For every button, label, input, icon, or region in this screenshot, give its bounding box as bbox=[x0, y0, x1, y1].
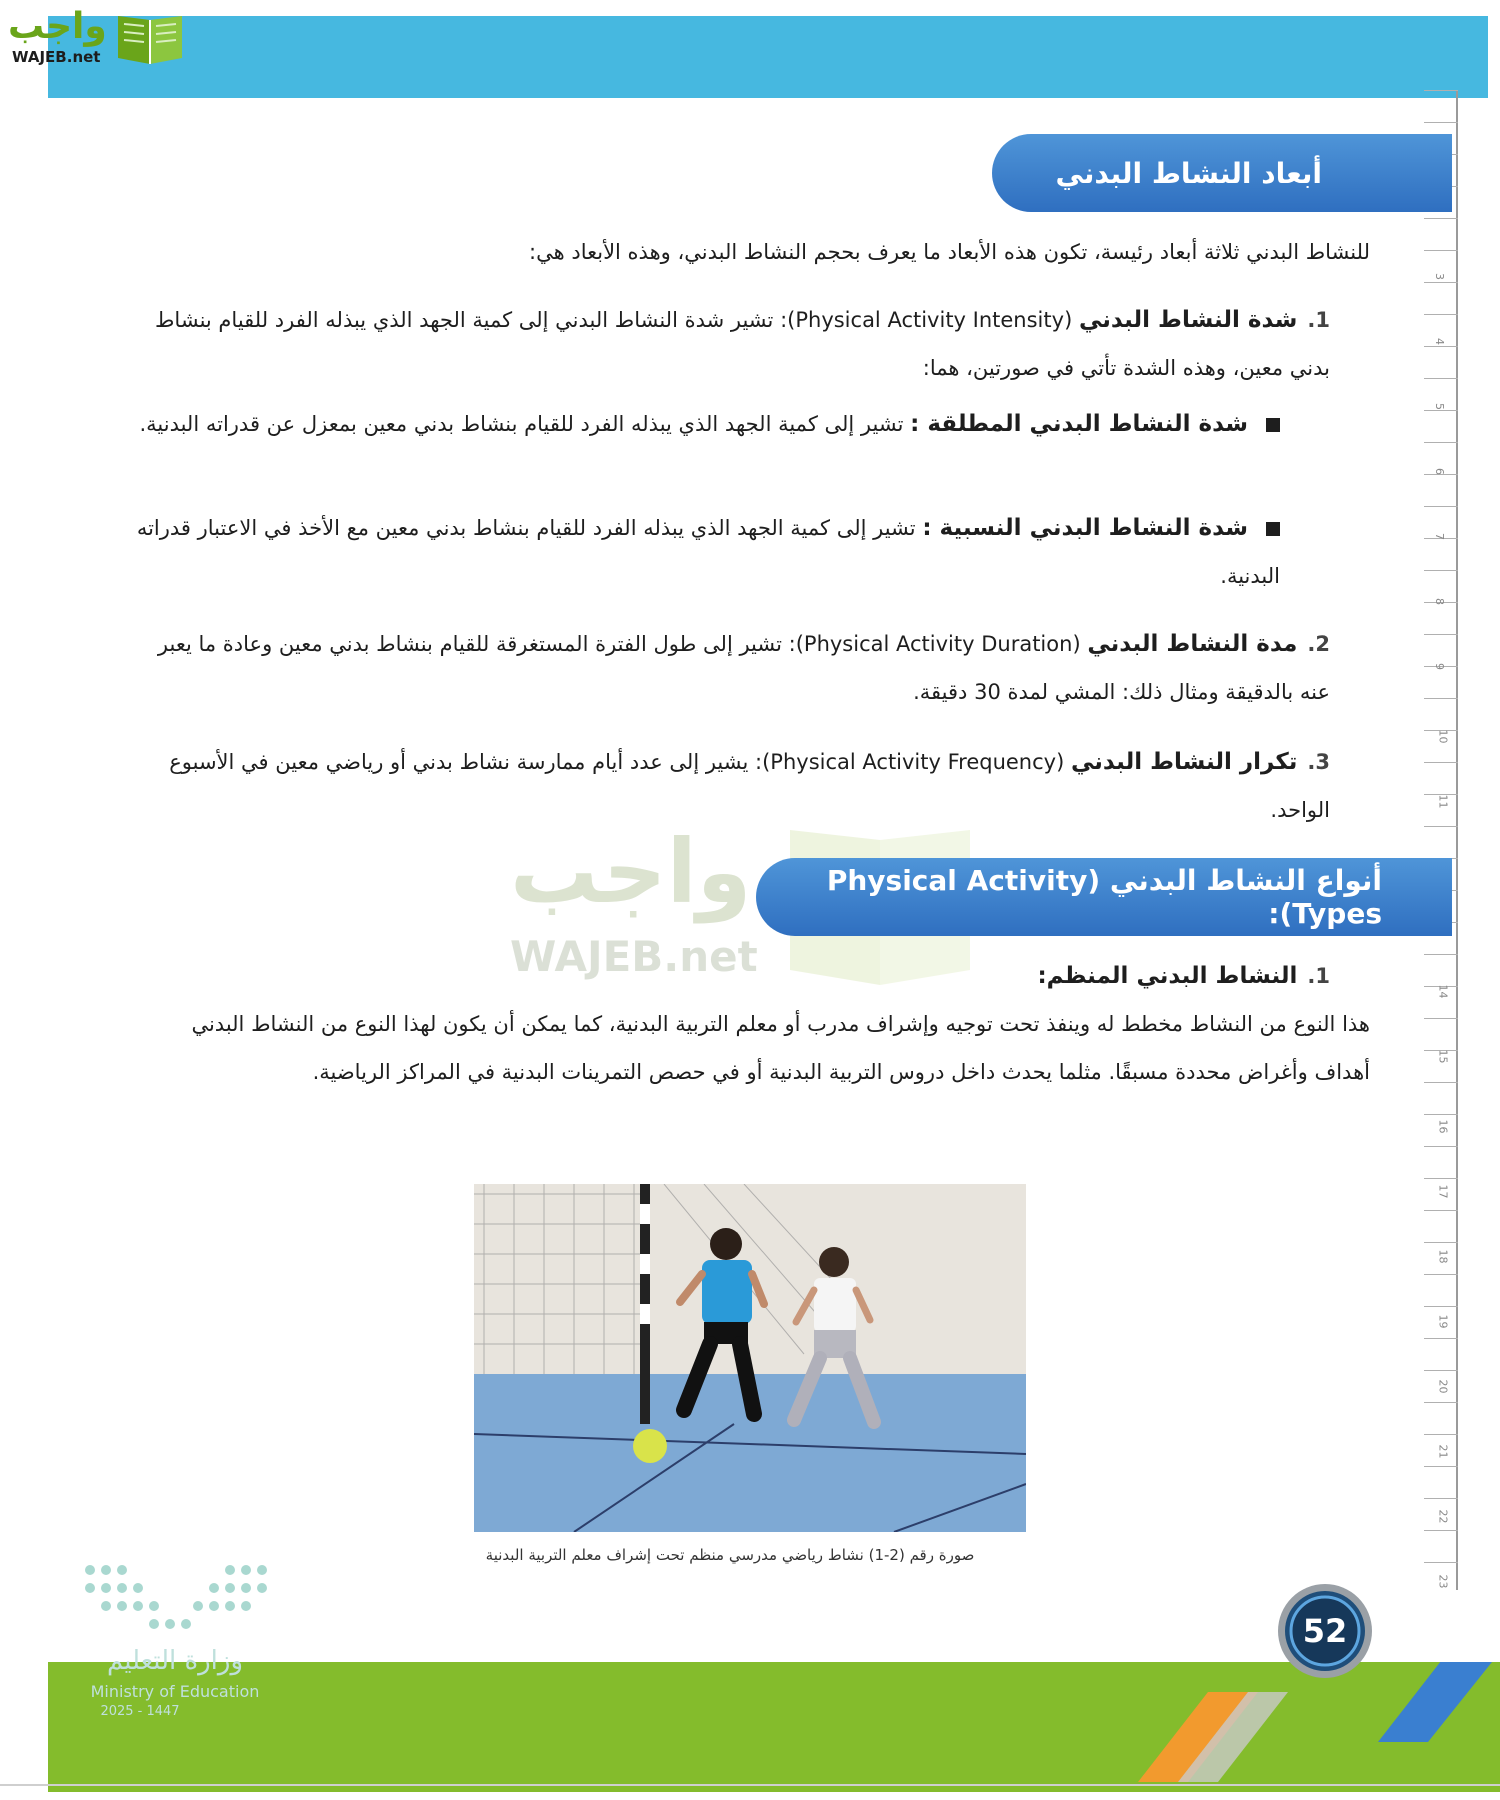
dimension-item-duration bbox=[130, 620, 1330, 716]
ruler-edge bbox=[1456, 90, 1458, 1590]
ruler-tick bbox=[1424, 282, 1458, 283]
item-term: شدة النشاط البدني bbox=[1078, 307, 1298, 333]
types-title: أنواع النشاط البدني (Physical Activity Types): bbox=[826, 864, 1382, 930]
watermark-net: WAJEB.net bbox=[510, 932, 758, 981]
ruler-tick bbox=[1424, 698, 1458, 699]
ruler-tick bbox=[1424, 1338, 1458, 1339]
types-title-pill bbox=[756, 858, 1452, 936]
ministry-english: Ministry of Education bbox=[90, 1682, 260, 1701]
ruler-number: 19 bbox=[1436, 1314, 1450, 1329]
watermark-word: واجب bbox=[510, 820, 752, 923]
bullet-relative-intensity bbox=[130, 504, 1280, 600]
ruler-tick bbox=[1424, 1082, 1458, 1083]
ruler-tick bbox=[1424, 570, 1458, 571]
item-term: تكرار النشاط البدني bbox=[1070, 749, 1298, 775]
ruler-tick bbox=[1424, 1210, 1458, 1211]
book-icon bbox=[112, 10, 188, 68]
intro-paragraph: للنشاط البدني ثلاثة أبعاد رئيسة، تكون هذه الأبعاد ما يعرف بحجم النشاط البدني، وهذه الأبعاد هي: bbox=[529, 240, 1370, 264]
ministry-dots-icon bbox=[80, 1560, 270, 1640]
photo-caption: صورة رقم (2-1) نشاط رياضي مدرسي منظم تحت إشراف معلم التربية البدنية bbox=[485, 1546, 975, 1564]
ruler-number: 18 bbox=[1436, 1249, 1450, 1264]
ruler-tick bbox=[1424, 634, 1458, 635]
types-paragraph: هذا النوع من النشاط مخطط له وينفذ تحت توجيه وإشراف مدرب أو معلم التربية البدنية، كما يمكن أن يكون لهذا النوع من النشاط البدني أهداف وأغراض محددة مسبقًا. مثلما يحدث داخل دروس التربية البدنية أو في حصص التمرينات البدنية في المراكز الرياضية. bbox=[191, 1012, 1370, 1084]
ruler-tick bbox=[1424, 314, 1458, 315]
ministry-arabic: وزارة التعليم bbox=[106, 1646, 244, 1676]
ruler-number: 6 bbox=[1433, 468, 1446, 475]
dimension-item-intensity bbox=[130, 296, 1330, 392]
header-band bbox=[48, 16, 1488, 98]
ruler-tick bbox=[1424, 346, 1458, 347]
section-title: أبعاد النشاط البدني bbox=[1055, 156, 1322, 190]
ruler-number: 16 bbox=[1436, 1119, 1450, 1134]
item-text: (Physical Activity Frequency): يشير إلى عدد أيام ممارسة نشاط بدني أو رياضي معين في الأسبوع الواحد. bbox=[169, 750, 1330, 822]
item-number: 2. bbox=[1307, 632, 1330, 656]
section-title-pill bbox=[992, 134, 1452, 212]
ruler-tick bbox=[1424, 1562, 1458, 1563]
types-item-organized bbox=[130, 952, 1330, 1000]
ruler-tick bbox=[1424, 1466, 1458, 1467]
item-term: مدة النشاط البدني bbox=[1087, 631, 1298, 657]
wajeb-logo[interactable] bbox=[8, 6, 188, 68]
bullet-square-icon bbox=[1266, 418, 1280, 432]
logo-net: WAJEB.net bbox=[12, 48, 101, 66]
bullet-term: شدة النشاط البدني النسبية : bbox=[922, 515, 1248, 541]
bullet-square-icon bbox=[1266, 522, 1280, 536]
logo-word: واجب bbox=[8, 6, 107, 47]
ruler-tick bbox=[1424, 1114, 1458, 1115]
ruler-number: 11 bbox=[1436, 794, 1450, 809]
bullet-text: تشير إلى كمية الجهد الذي يبذله الفرد للقيام بنشاط بدني معين بمعزل عن قدراته البدنية. bbox=[139, 412, 904, 436]
ruler-number: 7 bbox=[1433, 533, 1446, 540]
ruler-number: 23 bbox=[1436, 1574, 1450, 1589]
ruler-tick bbox=[1424, 1434, 1458, 1435]
bullet-term: شدة النشاط البدني المطلقة : bbox=[910, 411, 1248, 437]
ruler-tick bbox=[1424, 506, 1458, 507]
ruler-tick bbox=[1424, 954, 1458, 955]
bullet-text: تشير إلى كمية الجهد الذي يبذله الفرد للقيام بنشاط بدني معين مع الأخذ في الاعتبار قدراته البدنية. bbox=[136, 516, 1280, 588]
item-number: 3. bbox=[1307, 750, 1330, 774]
ruler-number: 15 bbox=[1436, 1049, 1450, 1064]
ruler-tick bbox=[1424, 1530, 1458, 1531]
ruler-number: 4 bbox=[1433, 338, 1446, 345]
ruler-number: 3 bbox=[1433, 273, 1446, 280]
ruler-tick bbox=[1424, 1242, 1458, 1243]
ministry-year: 2025 - 1447 bbox=[100, 1704, 180, 1719]
page-number: 52 bbox=[1302, 1612, 1348, 1650]
ruler-number: 5 bbox=[1433, 403, 1446, 410]
ruler-number: 9 bbox=[1433, 663, 1446, 670]
ruler-number: 22 bbox=[1436, 1509, 1450, 1524]
item-term: النشاط البدني المنظم: bbox=[1037, 963, 1298, 989]
ruler-tick bbox=[1424, 1306, 1458, 1307]
ruler-number: 20 bbox=[1436, 1379, 1450, 1394]
ruler-tick bbox=[1424, 1178, 1458, 1179]
ruler-number: 14 bbox=[1436, 984, 1450, 999]
item-number: 1. bbox=[1307, 308, 1330, 332]
bullet-absolute-intensity bbox=[130, 400, 1280, 448]
ruler-tick bbox=[1424, 1018, 1458, 1019]
ruler-tick bbox=[1424, 250, 1458, 251]
ruler-number: 21 bbox=[1436, 1444, 1450, 1459]
ministry-logo bbox=[80, 1560, 280, 1730]
ruler-number: 17 bbox=[1436, 1184, 1450, 1199]
page-ruler bbox=[1400, 90, 1480, 1590]
ruler-tick bbox=[1424, 1370, 1458, 1371]
ruler-tick bbox=[1424, 762, 1458, 763]
item-number: 1. bbox=[1307, 964, 1330, 988]
page-number-badge bbox=[1276, 1582, 1374, 1680]
ruler-number: 10 bbox=[1436, 729, 1450, 744]
item-text: (Physical Activity Duration): تشير إلى طول الفترة المستغرقة للقيام بنشاط بدني معين وعادة ما يعبر عنه بالدقيقة ومثال ذلك: المشي لمدة 30 دقيقة. bbox=[157, 632, 1330, 704]
footer-line bbox=[0, 1784, 1500, 1786]
ruler-tick bbox=[1424, 442, 1458, 443]
ruler-tick bbox=[1424, 90, 1458, 91]
ruler-tick bbox=[1424, 826, 1458, 827]
ruler-tick bbox=[1424, 378, 1458, 379]
ruler-tick bbox=[1424, 1498, 1458, 1499]
ruler-tick bbox=[1424, 122, 1458, 123]
ruler-tick bbox=[1424, 1402, 1458, 1403]
activity-photo bbox=[474, 1184, 1026, 1532]
item-text: (Physical Activity Intensity): تشير شدة النشاط البدني إلى كمية الجهد الذي يبذله الفرد للقيام بنشاط بدني معين، وهذه الشدة تأتي في صورتين، هما: bbox=[155, 308, 1330, 380]
ruler-number: 8 bbox=[1433, 598, 1446, 605]
ruler-tick bbox=[1424, 218, 1458, 219]
ruler-tick bbox=[1424, 1274, 1458, 1275]
ruler-tick bbox=[1424, 1146, 1458, 1147]
ruler-tick bbox=[1424, 410, 1458, 411]
dimension-item-frequency bbox=[130, 738, 1330, 834]
